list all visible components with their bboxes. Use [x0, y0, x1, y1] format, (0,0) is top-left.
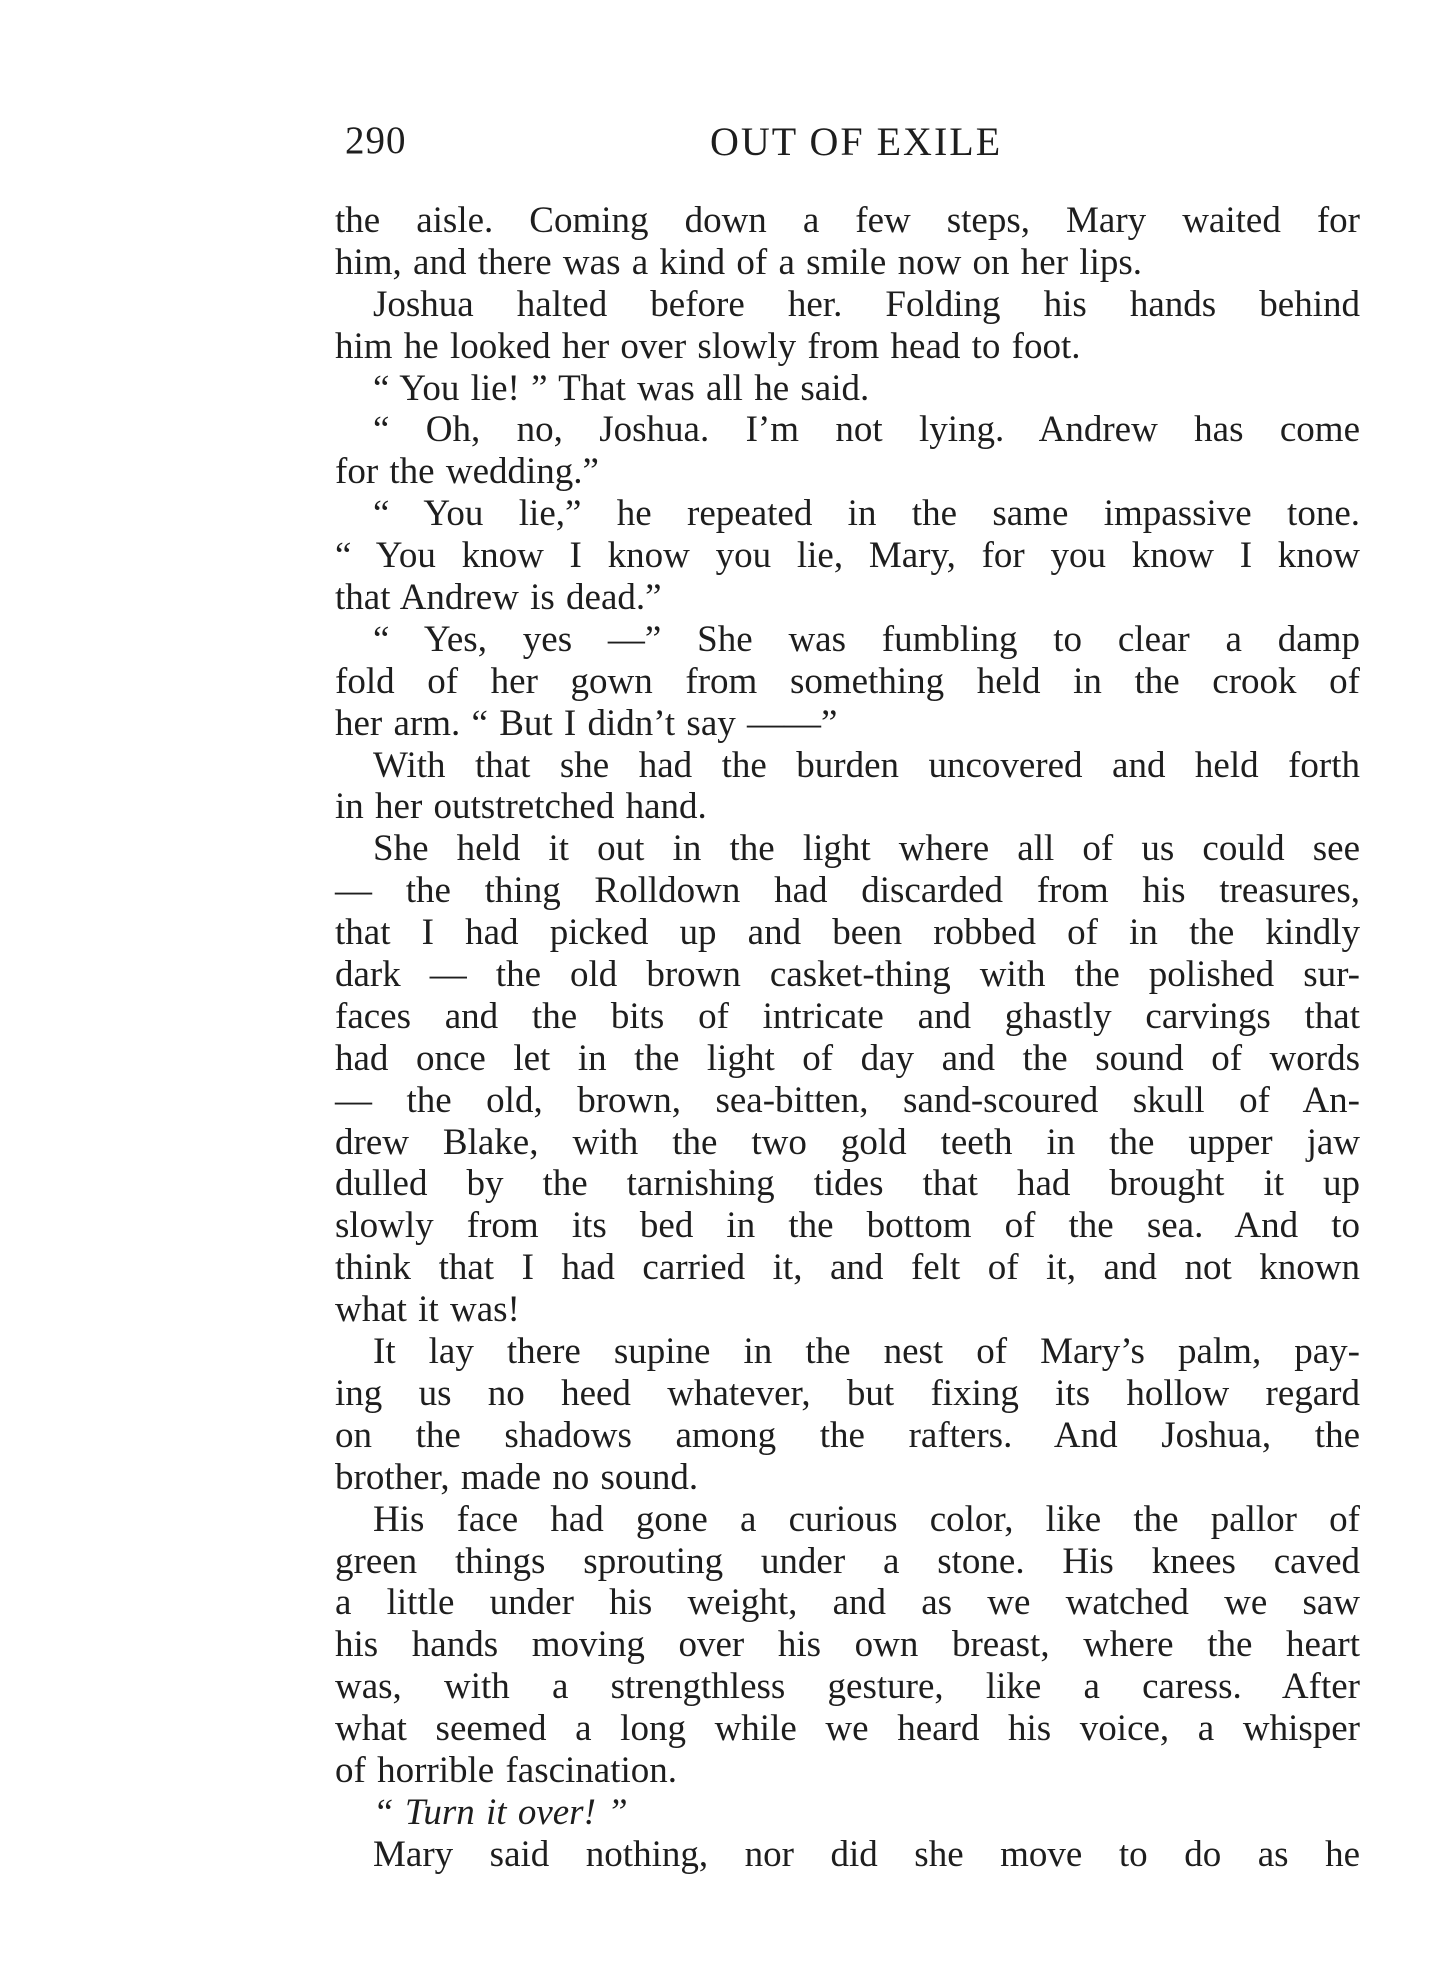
body-text — [335, 200, 1360, 1876]
text-line: had once let in the light of day and the sound of words — [335, 1037, 1360, 1079]
text-line: “ You know I know you lie, Mary, for you know I know — [335, 535, 1360, 577]
text-line: that I had picked up and been robbed of in the kindly — [335, 912, 1360, 954]
text-line: Mary said nothing, nor did she move to do as he — [373, 1833, 1360, 1875]
page-number: 290 — [345, 119, 407, 162]
text-line: in her outstretched hand. — [335, 786, 707, 828]
text-line: green things sprouting under a stone. His knees caved — [335, 1540, 1360, 1582]
text-line: dark — the old brown casket-thing with the polished sur- — [335, 954, 1360, 996]
text-line: what it was! — [335, 1289, 520, 1331]
text-line: the aisle. Coming down a few steps, Mary waited for — [335, 200, 1360, 241]
text-line: ing us no heed whatever, but fixing its hollow regard — [335, 1372, 1360, 1414]
text-line: him, and there was a kind of a smile now on her lips. — [335, 241, 1142, 283]
text-line: “ Turn it over! ” — [373, 1791, 628, 1833]
text-line: With that she had the burden uncovered and held forth — [373, 744, 1360, 786]
text-line: for the wedding.” — [335, 451, 599, 493]
text-line: of horrible fascination. — [335, 1749, 678, 1791]
text-line: She held it out in the light where all of us could see — [373, 828, 1360, 870]
text-line: on the shadows among the rafters. And Joshua, the — [335, 1414, 1360, 1456]
text-line: him he looked her over slowly from head to foot. — [335, 325, 1081, 367]
text-line: what seemed a long while we heard his voice, a whisper — [335, 1708, 1360, 1750]
text-line: her arm. “ But I didn’t say ——” — [335, 702, 838, 744]
text-line: It lay there supine in the nest of Mary’s palm, pay- — [373, 1331, 1360, 1373]
text-line: “ You lie! ” That was all he said. — [373, 367, 870, 409]
text-line: Joshua halted before her. Folding his hands behind — [373, 283, 1360, 325]
text-line: — the thing Rolldown had discarded from his treasures, — [335, 870, 1360, 912]
text-line: “ Oh, no, Joshua. I’m not lying. Andrew has come — [373, 409, 1360, 451]
text-line: slowly from its bed in the bottom of the sea. And to — [335, 1205, 1360, 1247]
text-line: faces and the bits of intricate and ghastly carvings that — [335, 995, 1360, 1037]
text-line: was, with a strengthless gesture, like a caress. After — [335, 1666, 1360, 1708]
text-line: think that I had carried it, and felt of it, and not known — [335, 1247, 1360, 1289]
text-line: his hands moving over his own breast, where the heart — [335, 1624, 1360, 1666]
text-line: “ You lie,” he repeated in the same impassive tone. — [373, 493, 1360, 535]
text-line: — the old, brown, sea-bitten, sand-scoured skull of An- — [335, 1079, 1360, 1121]
page-header — [345, 118, 1375, 178]
text-line: “ Yes, yes —” She was fumbling to clear a damp — [373, 618, 1360, 660]
text-line: a little under his weight, and as we watched we saw — [335, 1582, 1360, 1624]
text-line: fold of her gown from something held in the crook of — [335, 660, 1360, 702]
text-line: brother, made no sound. — [335, 1456, 699, 1498]
text-line: that Andrew is dead.” — [335, 577, 662, 619]
text-line: His face had gone a curious color, like the pallor of — [373, 1498, 1360, 1540]
running-title: OUT OF EXILE — [710, 119, 1003, 164]
text-line: drew Blake, with the two gold teeth in the upper jaw — [335, 1121, 1360, 1163]
text-line: dulled by the tarnishing tides that had brought it up — [335, 1163, 1360, 1205]
